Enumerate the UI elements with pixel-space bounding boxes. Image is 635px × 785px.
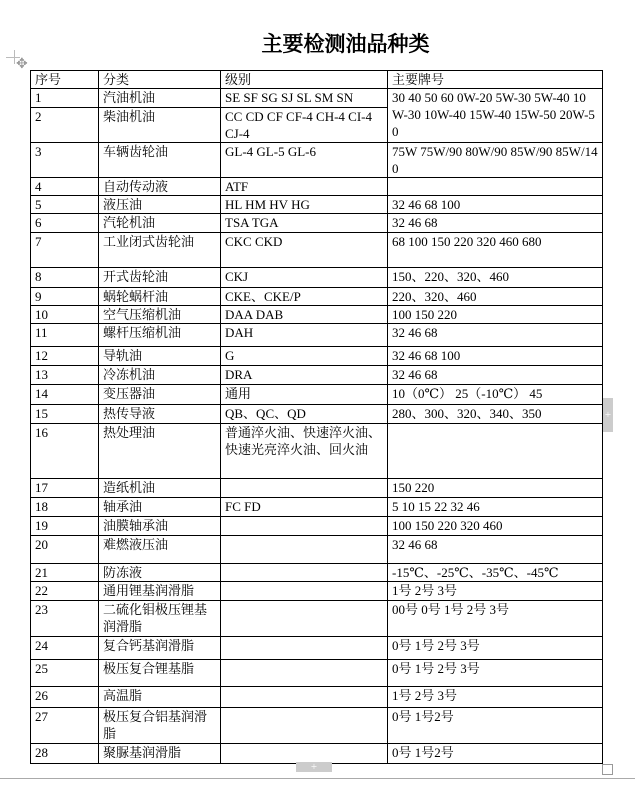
brand-cell: 0号 1号2号	[388, 708, 603, 744]
row-number: 16	[31, 424, 99, 479]
add-row-button[interactable]: +	[296, 762, 332, 772]
category-cell: 二硫化钼极压锂基润滑脂	[99, 601, 221, 637]
category-cell: 车辆齿轮油	[99, 143, 221, 178]
grade-cell	[221, 582, 388, 601]
row-number: 23	[31, 601, 99, 637]
header-no: 序号	[31, 71, 99, 89]
category-cell: 轴承油	[99, 498, 221, 517]
brand-cell: 10（0℃） 25（-10℃） 45	[388, 385, 603, 405]
brand-cell: 5 10 15 22 32 46	[388, 498, 603, 517]
table-header-row	[31, 71, 603, 89]
brand-cell: 68 100 150 220 320 460 680	[388, 233, 603, 268]
brand-cell: 0号 1号 2号 3号	[388, 637, 603, 660]
row-number: 15	[31, 405, 99, 424]
header-brand: 主要牌号	[388, 71, 603, 89]
brand-cell: 30 40 50 60 0W-20 5W-30 5W-40 10W-30 10W-40 15W-40 15W-50 20W-50	[388, 89, 603, 143]
brand-cell: 32 46 68	[388, 366, 603, 385]
table-row	[31, 582, 603, 601]
category-cell: 蜗轮蜗杆油	[99, 288, 221, 306]
brand-cell: 75W 75W/90 80W/90 85W/90 85W/140	[388, 143, 603, 178]
brand-cell: 100 150 220	[388, 306, 603, 324]
category-cell: 空气压缩机油	[99, 306, 221, 324]
table-resize-handle[interactable]	[602, 764, 613, 775]
page-bottom-edge	[0, 778, 635, 779]
row-number: 13	[31, 366, 99, 385]
grade-cell: CKE、CKE/P	[221, 288, 388, 306]
row-number: 22	[31, 582, 99, 601]
grade-cell: GL-4 GL-5 GL-6	[221, 143, 388, 178]
brand-cell: 100 150 220 320 460	[388, 517, 603, 536]
category-cell: 液压油	[99, 196, 221, 214]
grade-cell	[221, 744, 388, 764]
row-number: 25	[31, 660, 99, 687]
brand-cell: 32 46 68 100	[388, 196, 603, 214]
table-row	[31, 498, 603, 517]
category-cell: 导轨油	[99, 347, 221, 366]
grade-cell: 通用	[221, 385, 388, 405]
oil-types-table	[30, 70, 603, 764]
category-cell: 防冻液	[99, 564, 221, 582]
table-row	[31, 405, 603, 424]
table-row	[31, 178, 603, 196]
row-number: 27	[31, 708, 99, 744]
table-row	[31, 385, 603, 405]
table-row	[31, 687, 603, 708]
category-cell: 难燃液压油	[99, 536, 221, 564]
brand-cell: -15℃、-25℃、-35℃、-45℃	[388, 564, 603, 582]
table-row	[31, 214, 603, 233]
row-number: 10	[31, 306, 99, 324]
brand-cell: 1号 2号 3号	[388, 687, 603, 708]
grade-cell: 普通淬火油、快速淬火油、快速光亮淬火油、回火油	[221, 424, 388, 479]
grade-cell: DAH	[221, 324, 388, 347]
grade-cell: ATF	[221, 178, 388, 196]
row-number: 26	[31, 687, 99, 708]
brand-cell: 220、320、460	[388, 288, 603, 306]
header-grade: 级别	[221, 71, 388, 89]
row-number: 8	[31, 268, 99, 288]
table-row	[31, 479, 603, 498]
grade-cell	[221, 479, 388, 498]
brand-cell: 0号 1号 2号 3号	[388, 660, 603, 687]
table-row	[31, 306, 603, 324]
grade-cell	[221, 517, 388, 536]
row-number: 28	[31, 744, 99, 764]
brand-cell: 32 46 68	[388, 536, 603, 564]
row-number: 17	[31, 479, 99, 498]
row-number: 21	[31, 564, 99, 582]
grade-cell: TSA TGA	[221, 214, 388, 233]
grade-cell	[221, 564, 388, 582]
category-cell: 热传导液	[99, 405, 221, 424]
table-row	[31, 564, 603, 582]
row-number: 11	[31, 324, 99, 347]
category-cell: 油膜轴承油	[99, 517, 221, 536]
category-cell: 自动传动液	[99, 178, 221, 196]
grade-cell: CKJ	[221, 268, 388, 288]
row-number: 20	[31, 536, 99, 564]
brand-cell: 280、300、320、340、350	[388, 405, 603, 424]
category-cell: 通用锂基润滑脂	[99, 582, 221, 601]
category-cell: 造纸机油	[99, 479, 221, 498]
category-cell: 聚脲基润滑脂	[99, 744, 221, 764]
brand-cell: 150 220	[388, 479, 603, 498]
category-cell: 极压复合铝基润滑脂	[99, 708, 221, 744]
page-title: 主要检测油品种类	[261, 32, 430, 56]
row-number: 19	[31, 517, 99, 536]
table-row	[31, 288, 603, 306]
table-row	[31, 424, 603, 479]
grade-cell	[221, 601, 388, 637]
table-row	[31, 536, 603, 564]
brand-cell: 32 46 68	[388, 214, 603, 233]
grade-cell	[221, 660, 388, 687]
add-column-button[interactable]: +	[603, 398, 613, 432]
row-number: 9	[31, 288, 99, 306]
grade-cell: G	[221, 347, 388, 366]
row-number: 7	[31, 233, 99, 268]
table-row	[31, 143, 603, 178]
category-cell: 高温脂	[99, 687, 221, 708]
table-row	[31, 268, 603, 288]
grade-cell	[221, 708, 388, 744]
category-cell: 汽油机油	[99, 89, 221, 108]
brand-cell: 1号 2号 3号	[388, 582, 603, 601]
category-cell: 冷冻机油	[99, 366, 221, 385]
brand-cell: 00号 0号 1号 2号 3号	[388, 601, 603, 637]
header-category: 分类	[99, 71, 221, 89]
row-number: 1	[31, 89, 99, 108]
brand-cell	[388, 178, 603, 196]
table-row	[31, 660, 603, 687]
table-row	[31, 637, 603, 660]
table-row	[31, 89, 603, 108]
table-row	[31, 366, 603, 385]
brand-cell	[388, 424, 603, 479]
table-row	[31, 324, 603, 347]
row-number: 5	[31, 196, 99, 214]
grade-cell: SE SF SG SJ SL SM SN	[221, 89, 388, 108]
category-cell: 柴油机油	[99, 108, 221, 143]
grade-cell	[221, 687, 388, 708]
row-number: 12	[31, 347, 99, 366]
brand-cell: 32 46 68 100	[388, 347, 603, 366]
table-row	[31, 601, 603, 637]
row-number: 6	[31, 214, 99, 233]
brand-cell: 32 46 68	[388, 324, 603, 347]
grade-cell	[221, 637, 388, 660]
category-cell: 工业闭式齿轮油	[99, 233, 221, 268]
grade-cell: DRA	[221, 366, 388, 385]
row-number: 3	[31, 143, 99, 178]
category-cell: 开式齿轮油	[99, 268, 221, 288]
row-number: 18	[31, 498, 99, 517]
grade-cell: DAA DAB	[221, 306, 388, 324]
table-row	[31, 233, 603, 268]
row-number: 14	[31, 385, 99, 405]
grade-cell	[221, 536, 388, 564]
row-number: 24	[31, 637, 99, 660]
row-number: 2	[31, 108, 99, 143]
category-cell: 汽轮机油	[99, 214, 221, 233]
category-cell: 复合钙基润滑脂	[99, 637, 221, 660]
category-cell: 螺杆压缩机油	[99, 324, 221, 347]
table-row	[31, 196, 603, 214]
table-row	[31, 708, 603, 744]
brand-cell: 0号 1号2号	[388, 744, 603, 764]
category-cell: 变压器油	[99, 385, 221, 405]
category-cell: 热处理油	[99, 424, 221, 479]
category-cell: 极压复合锂基脂	[99, 660, 221, 687]
row-number: 4	[31, 178, 99, 196]
grade-cell: CKC CKD	[221, 233, 388, 268]
grade-cell: HL HM HV HG	[221, 196, 388, 214]
grade-cell: CC CD CF CF-4 CH-4 CI-4 CJ-4	[221, 108, 388, 143]
table-row	[31, 517, 603, 536]
table-row	[31, 347, 603, 366]
grade-cell: QB、QC、QD	[221, 405, 388, 424]
table-move-handle-icon[interactable]: ✥	[16, 57, 28, 72]
grade-cell: FC FD	[221, 498, 388, 517]
brand-cell: 150、220、320、460	[388, 268, 603, 288]
